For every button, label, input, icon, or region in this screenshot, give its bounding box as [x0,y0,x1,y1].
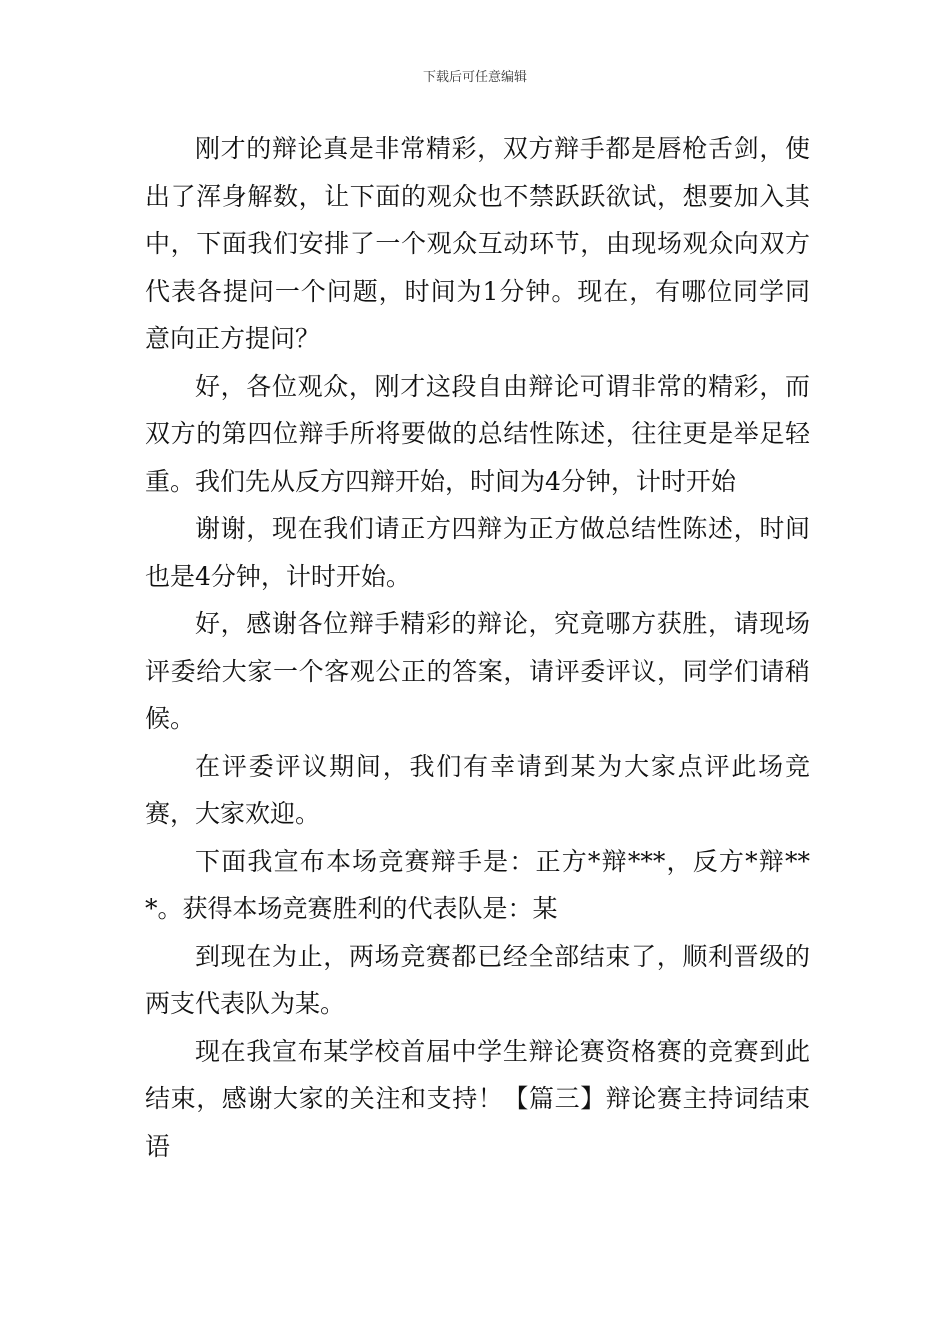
paragraph-7: 到现在为止，两场竞赛都已经全部结束了，顺利晋级的两支代表队为某。 [145,941,810,1018]
document-body [145,125,810,1170]
paragraph-1: 刚才的辩论真是非常精彩，双方辩手都是唇枪舌剑，使出了浑身解数，让下面的观众也不禁跃跃欲试，想要加入其中，下面我们安排了一个观众互动环节，由现场观众向双方代表各提问一个问题，时间为1分钟。现在，有哪位同学同意向正方提问？ [145,134,810,353]
paragraph-3: 谢谢，现在我们请正方四辩为正方做总结性陈述，时间也是4分钟，计时开始。 [145,514,810,591]
paragraph-8: 现在我宣布某学校首届中学生辩论赛资格赛的竞赛到此结束，感谢大家的关注和支持！【篇三】辩论赛主持词结束语 [145,1036,810,1161]
paragraph-5: 在评委评议期间，我们有幸请到某为大家点评此场竞赛，大家欢迎。 [145,751,810,828]
paragraph-6: 下面我宣布本场竞赛辩手是：正方*辩***，反方*辩***。获得本场竞赛胜利的代表队是：某 [145,846,810,923]
page-header-note: 下载后可任意编辑 [422,70,527,85]
paragraph-2: 好，各位观众，刚才这段自由辩论可谓非常的精彩，而双方的第四位辩手所将要做的总结性陈述，往往更是举足轻重。我们先从反方四辩开始，时间为4分钟，计时开始 [145,371,810,496]
paragraph-4: 好，感谢各位辩手精彩的辩论，究竟哪方获胜，请现场评委给大家一个客观公正的答案，请评委评议，同学们请稍候。 [145,609,810,733]
